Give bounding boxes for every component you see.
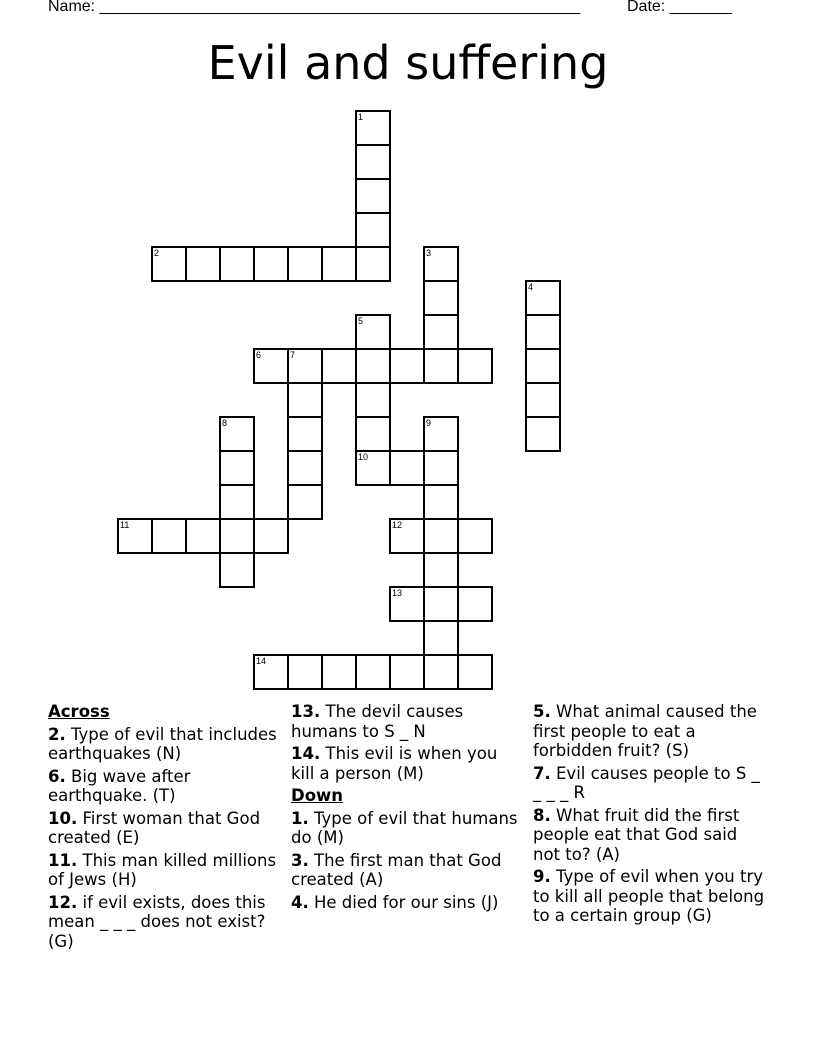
- clue-text: Big wave after earthquake. (T): [48, 766, 191, 805]
- clue-text: The first man that God created (A): [291, 850, 502, 889]
- crossword-cell[interactable]: [423, 348, 459, 384]
- clue-number-label: 4: [528, 282, 534, 292]
- crossword-cell[interactable]: [457, 348, 493, 384]
- name-field-label: Name: ______________________________________________________: [48, 0, 581, 15]
- clue-down-3: [291, 851, 523, 890]
- clue-text: What animal caused the first people to eat a forbidden fruit? (S): [533, 702, 757, 760]
- crossword-cell[interactable]: [525, 382, 561, 418]
- clue-text: He died for our sins (J): [314, 892, 499, 912]
- crossword-cell[interactable]: [355, 348, 391, 384]
- clue-text: Evil causes people to S _ _ _ _ R: [533, 763, 760, 802]
- crossword-cell[interactable]: [253, 246, 289, 282]
- clue-number-label: 1: [358, 112, 364, 122]
- crossword-cell[interactable]: [287, 484, 323, 520]
- crossword-cell[interactable]: [355, 416, 391, 452]
- clue-text: What fruit did the first people eat that God said not to? (A): [533, 805, 740, 864]
- clue-number: 12.: [48, 892, 78, 912]
- page-title: Evil and suffering: [207, 36, 609, 90]
- clue-down-7: [533, 764, 765, 803]
- date-field-label: Date: _______: [627, 0, 732, 15]
- clue-number: 4.: [291, 892, 309, 912]
- crossword-cell[interactable]: [185, 518, 221, 554]
- crossword-cell[interactable]: [355, 110, 391, 146]
- clue-across-10: [48, 809, 280, 848]
- crossword-cell[interactable]: [457, 654, 493, 690]
- crossword-cell[interactable]: [253, 654, 289, 690]
- crossword-cell[interactable]: [151, 518, 187, 554]
- clue-text: Type of evil when you try to kill all people that belong to a certain group (G): [533, 867, 765, 925]
- crossword-cell[interactable]: [219, 552, 255, 588]
- crossword-cell[interactable]: [287, 450, 323, 486]
- crossword-cell[interactable]: [355, 246, 391, 282]
- clue-number-label: 14: [256, 656, 267, 666]
- crossword-cell[interactable]: [423, 654, 459, 690]
- crossword-cell[interactable]: [321, 348, 357, 384]
- clue-number-label: 9: [426, 418, 432, 428]
- clue-text: Type of evil that includes earthquakes (N): [48, 724, 277, 763]
- crossword-cell[interactable]: [457, 518, 493, 554]
- crossword-cell[interactable]: [423, 280, 459, 316]
- clue-number: 10.: [48, 808, 78, 828]
- crossword-cell[interactable]: [219, 416, 255, 452]
- clue-number: 8.: [533, 805, 551, 825]
- crossword-cell[interactable]: [423, 552, 459, 588]
- crossword-cell[interactable]: [389, 654, 425, 690]
- clue-number-label: 12: [392, 520, 403, 530]
- crossword-cell[interactable]: [423, 246, 459, 282]
- clue-number: 9.: [533, 867, 551, 886]
- crossword-cell[interactable]: [355, 382, 391, 418]
- clue-column-1: [48, 702, 280, 954]
- clue-text: This man killed millions of Jews (H): [48, 850, 277, 889]
- clue-down-8: [533, 806, 765, 865]
- crossword-cell[interactable]: [219, 246, 255, 282]
- clue-column-2: [291, 702, 523, 915]
- clue-across-11: [48, 851, 280, 890]
- crossword-cell[interactable]: [219, 518, 255, 554]
- crossword-cell[interactable]: [389, 586, 425, 622]
- across-heading: Across: [48, 702, 110, 721]
- clue-across-12: [48, 893, 280, 952]
- crossword-cell[interactable]: [355, 654, 391, 690]
- clue-number-label: 7: [290, 350, 296, 360]
- clue-down-9: [533, 867, 765, 926]
- crossword-cell[interactable]: [219, 484, 255, 520]
- crossword-cell[interactable]: [423, 620, 459, 656]
- crossword-cell[interactable]: [389, 348, 425, 384]
- crossword-cell[interactable]: [287, 654, 323, 690]
- crossword-cell[interactable]: [525, 314, 561, 350]
- crossword-cell[interactable]: [355, 178, 391, 214]
- crossword-cell[interactable]: [423, 518, 459, 554]
- clue-number-label: 11: [120, 520, 130, 530]
- clue-number-label: 10: [358, 452, 369, 462]
- clue-across-14: [291, 744, 523, 783]
- crossword-cell[interactable]: [287, 382, 323, 418]
- crossword-cell[interactable]: [321, 246, 357, 282]
- crossword-cell[interactable]: [355, 212, 391, 248]
- clue-across-6: [48, 767, 280, 806]
- crossword-cell[interactable]: [253, 348, 289, 384]
- clue-text: First woman that God created (E): [48, 808, 261, 847]
- clue-number: 1.: [291, 808, 309, 828]
- clue-number: 6.: [48, 766, 66, 786]
- crossword-cell[interactable]: [355, 450, 391, 486]
- crossword-cell[interactable]: [389, 518, 425, 554]
- clue-number: 7.: [533, 763, 551, 783]
- crossword-cell[interactable]: [185, 246, 221, 282]
- crossword-cell[interactable]: [525, 416, 561, 452]
- crossword-cell[interactable]: [287, 246, 323, 282]
- clue-down-4: [291, 893, 523, 913]
- down-heading: Down: [291, 786, 344, 805]
- clue-number: 3.: [291, 850, 309, 870]
- clue-text: This evil is when you kill a person (M): [291, 744, 498, 783]
- clue-column-3: [533, 702, 765, 929]
- crossword-cell[interactable]: [423, 450, 459, 486]
- clue-number: 2.: [48, 724, 66, 744]
- crossword-cell[interactable]: [287, 416, 323, 452]
- crossword-cell[interactable]: [219, 450, 255, 486]
- clue-number: 11.: [48, 850, 78, 870]
- clue-across-2: [48, 725, 280, 764]
- clue-number-label: 2: [154, 248, 160, 258]
- clue-down-5: [533, 702, 765, 761]
- crossword-cell[interactable]: [321, 654, 357, 690]
- clue-text: The devil causes humans to S _ N: [291, 702, 464, 741]
- clue-number-label: 5: [358, 316, 364, 326]
- crossword-cell[interactable]: [117, 518, 153, 554]
- clue-text: if evil exists, does this mean _ _ _ does not exist? (G): [48, 892, 266, 951]
- crossword-cell[interactable]: [525, 348, 561, 384]
- crossword-cell[interactable]: [525, 280, 561, 316]
- clue-down-1: [291, 809, 523, 848]
- crossword-cell[interactable]: [423, 586, 459, 622]
- crossword-cell[interactable]: [355, 144, 391, 180]
- clue-number-label: 13: [392, 588, 403, 598]
- clue-number: 5.: [533, 702, 551, 721]
- clue-number: 13.: [291, 702, 321, 721]
- clue-number-label: 8: [222, 418, 228, 428]
- crossword-cell[interactable]: [423, 484, 459, 520]
- clue-text: Type of evil that humans do (M): [291, 808, 518, 847]
- crossword-cell[interactable]: [355, 314, 391, 350]
- crossword-cell[interactable]: [389, 450, 425, 486]
- crossword-cell[interactable]: [423, 314, 459, 350]
- crossword-cell[interactable]: [151, 246, 187, 282]
- clue-across-13: [291, 702, 523, 741]
- crossword-cell[interactable]: [423, 416, 459, 452]
- clue-number: 14.: [291, 744, 321, 763]
- clue-number-label: 3: [426, 248, 432, 258]
- crossword-cell[interactable]: [287, 348, 323, 384]
- crossword-cell[interactable]: [253, 518, 289, 554]
- crossword-cell[interactable]: [457, 586, 493, 622]
- clue-number-label: 6: [256, 350, 262, 360]
